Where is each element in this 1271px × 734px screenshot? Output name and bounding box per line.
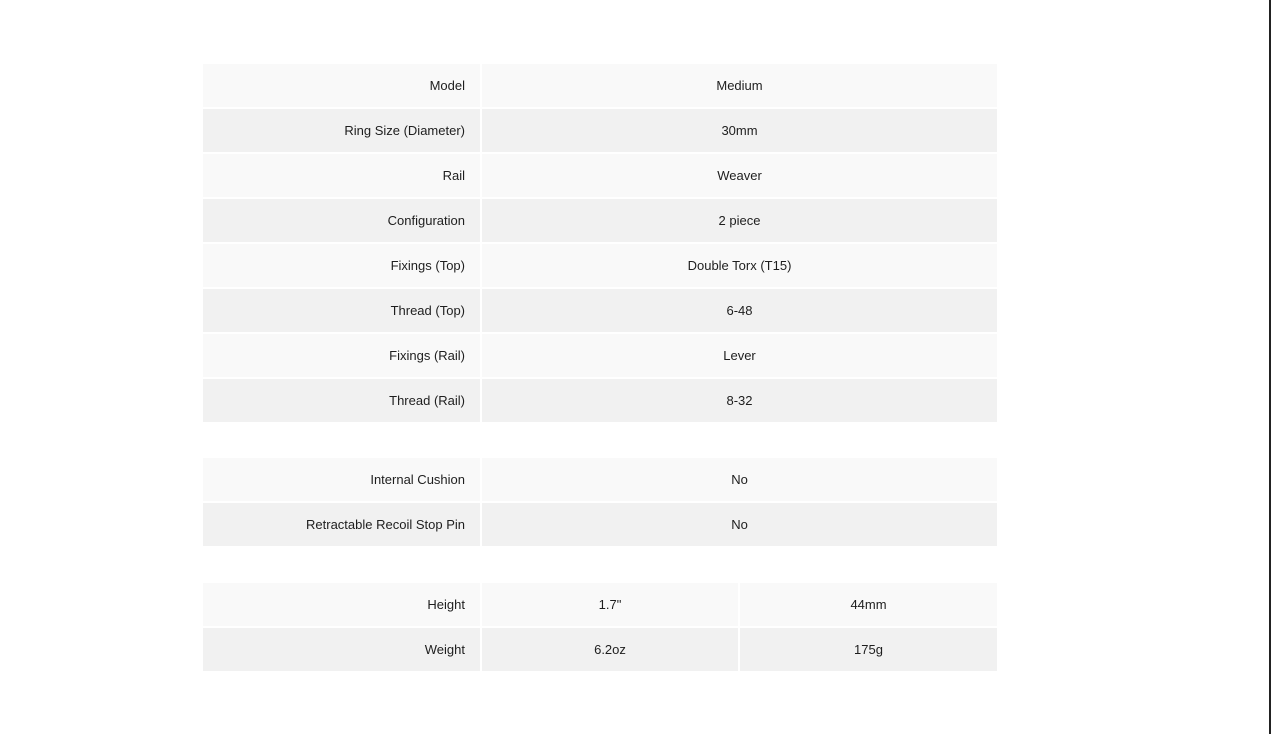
dimensions-table: [203, 583, 997, 671]
table-row: [203, 243, 997, 288]
spec-label: Model: [203, 64, 481, 108]
spec-value: Weaver: [481, 153, 997, 198]
feature-value: No: [481, 458, 997, 502]
spec-value: Double Torx (T15): [481, 243, 997, 288]
spec-value: Medium: [481, 64, 997, 108]
spec-value: 8-32: [481, 378, 997, 422]
table-row: [203, 458, 997, 502]
spec-label: Thread (Rail): [203, 378, 481, 422]
dimension-label: Height: [203, 583, 481, 627]
spec-value: 2 piece: [481, 198, 997, 243]
spec-value: 6-48: [481, 288, 997, 333]
table-row: [203, 64, 997, 108]
spec-label: Fixings (Rail): [203, 333, 481, 378]
spec-label: Fixings (Top): [203, 243, 481, 288]
spec-value: 30mm: [481, 108, 997, 153]
feature-label: Internal Cushion: [203, 458, 481, 502]
features-table: [203, 458, 997, 546]
table-row: [203, 627, 997, 671]
table-row: [203, 378, 997, 422]
table-row: [203, 288, 997, 333]
dimension-metric: 175g: [739, 627, 997, 671]
feature-value: No: [481, 502, 997, 546]
spec-label: Rail: [203, 153, 481, 198]
table-row: [203, 108, 997, 153]
feature-label: Retractable Recoil Stop Pin: [203, 502, 481, 546]
dimension-imperial: 6.2oz: [481, 627, 739, 671]
table-row: [203, 198, 997, 243]
spec-label: Ring Size (Diameter): [203, 108, 481, 153]
table-row: [203, 583, 997, 627]
table-row: [203, 333, 997, 378]
dimension-label: Weight: [203, 627, 481, 671]
table-row: [203, 153, 997, 198]
dimension-imperial: 1.7": [481, 583, 739, 627]
spec-label: Configuration: [203, 198, 481, 243]
spec-label: Thread (Top): [203, 288, 481, 333]
table-row: [203, 502, 997, 546]
spec-value: Lever: [481, 333, 997, 378]
specs-table: [203, 64, 997, 422]
dimension-metric: 44mm: [739, 583, 997, 627]
